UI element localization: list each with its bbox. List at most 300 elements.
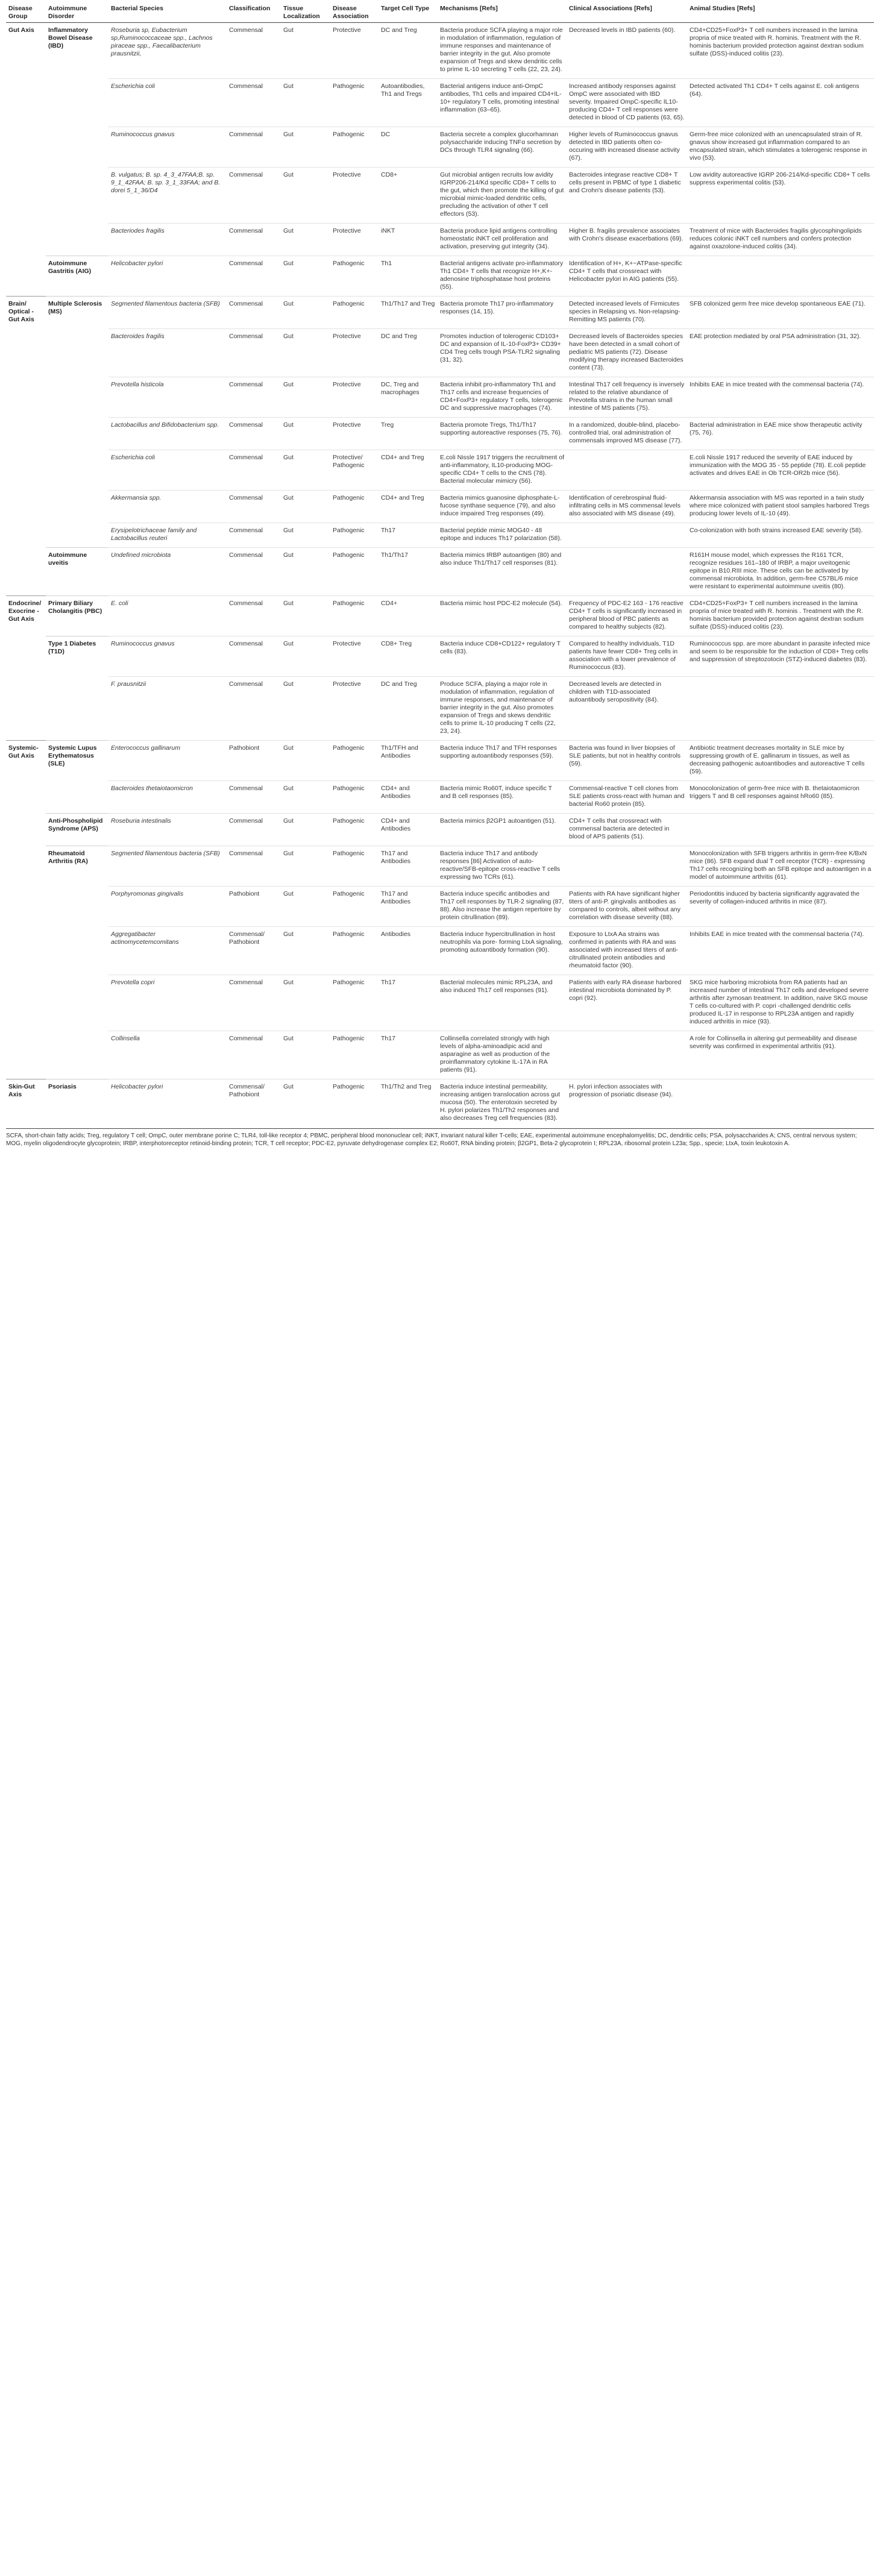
disease-association-cell: Protective bbox=[330, 636, 379, 677]
disease-association-cell: Pathogenic bbox=[330, 927, 379, 975]
disease-group-cell bbox=[6, 887, 46, 927]
tissue-localization-cell: Gut bbox=[281, 741, 330, 781]
animal-study-cell: Akkermansia association with MS was reported in a twin study where mice colonized with patient stool samples harbored Tregs producing lower levels of IL-10 (49). bbox=[687, 491, 874, 523]
table-row bbox=[6, 636, 874, 677]
disease-group-cell bbox=[6, 79, 46, 127]
disease-association-cell: Pathogenic bbox=[330, 548, 379, 596]
autoimmune-disorder-cell: Rheumatoid Arthritis (RA) bbox=[46, 846, 108, 887]
disease-association-cell: Protective bbox=[330, 377, 379, 418]
mechanism-cell: Bacteria induce hypercitrullination in host neutrophils via pore- forming LtxA signaling, promoting autoantibody formation (90). bbox=[438, 927, 567, 975]
bacterial-species-cell: B. vulgatus; B. sp. 4_3_47FAA;B. sp. 9_1_42FAA; B. sp. 3_1_33FAA; and B. dorei 5_1_36/D4 bbox=[108, 168, 227, 224]
table-row bbox=[6, 975, 874, 1031]
mechanism-cell: Bacterial antigens induce anti-OmpC antibodies, Th1 cells and impaired CD4+IL-10+ regulatory T cells, promoting intestinal inflammation (63–65). bbox=[438, 79, 567, 127]
mechanism-cell: Bacteria mimics IRBP autoantigen (80) and also induce Th1/Th17 cell responses (81). bbox=[438, 548, 567, 596]
clinical-association-cell: Higher levels of Ruminococcus gnavus detected in IBD patients often co-occuring with increased disease activity (67). bbox=[567, 127, 687, 168]
table-row bbox=[6, 329, 874, 377]
animal-study-cell: CD4+CD25+FoxP3+ T cell numbers increased in the lamina propria of mice treated with R. hominis . Treatment with the R. hominis bacterium provided protection against dextran sodium sulfate (DSS)-induced colitis (23). bbox=[687, 596, 874, 636]
classification-cell: Commensal/ Pathobiont bbox=[227, 1079, 281, 1128]
target-cell-type-cell: Th1/TFH and Antibodies bbox=[379, 741, 438, 781]
tissue-localization-cell: Gut bbox=[281, 377, 330, 418]
clinical-association-cell bbox=[567, 523, 687, 548]
disease-group-cell bbox=[6, 677, 46, 741]
classification-cell: Commensal bbox=[227, 781, 281, 814]
classification-cell: Pathobiont bbox=[227, 887, 281, 927]
target-cell-type-cell: DC and Treg bbox=[379, 329, 438, 377]
table-body bbox=[6, 23, 874, 1128]
disease-group-cell bbox=[6, 329, 46, 377]
tissue-localization-cell: Gut bbox=[281, 329, 330, 377]
disease-group-cell: Systemic-Gut Axis bbox=[6, 741, 46, 781]
tissue-localization-cell: Gut bbox=[281, 781, 330, 814]
tissue-localization-cell: Gut bbox=[281, 418, 330, 450]
bacterial-species-cell: Prevotella copri bbox=[108, 975, 227, 1031]
classification-cell: Commensal bbox=[227, 256, 281, 297]
bacterial-species-cell: Porphyromonas gingivalis bbox=[108, 887, 227, 927]
clinical-association-cell: Patients with RA have significant higher titers of anti-P. gingivalis antibodies as compared to controls, albeit without any correlation with disease severity (88). bbox=[567, 887, 687, 927]
tissue-localization-cell: Gut bbox=[281, 887, 330, 927]
bacterial-species-cell: Bacteriodes fragilis bbox=[108, 224, 227, 256]
disease-association-cell: Protective/ Pathogenic bbox=[330, 450, 379, 491]
disease-group-cell: Gut Axis bbox=[6, 23, 46, 79]
disease-group-cell bbox=[6, 256, 46, 297]
table-row bbox=[6, 846, 874, 887]
disease-group-cell bbox=[6, 1031, 46, 1079]
classification-cell: Commensal bbox=[227, 79, 281, 127]
disease-group-cell bbox=[6, 523, 46, 548]
bacterial-species-cell: Roseburia sp, Eubacterium sp,Ruminococcaceae spp., Lachnos piraceae spp., Faecalibacterium prausnitzii, bbox=[108, 23, 227, 79]
classification-cell: Commensal bbox=[227, 548, 281, 596]
animal-study-cell: Monocolonization of germ-free mice with B. thetaiotaomicron triggers T and B cell responses against hRo60 (85). bbox=[687, 781, 874, 814]
mechanism-cell: Bacterial molecules mimic RPL23A, and also induced Th17 cell responses (91). bbox=[438, 975, 567, 1031]
table-row bbox=[6, 887, 874, 927]
mechanism-cell: Bacteria produce lipid antigens controlling homeostatic iNKT cell proliferation and activation, preserving gut integrity (34). bbox=[438, 224, 567, 256]
autoimmune-disorder-cell: Primary Biliary Cholangitis (PBC) bbox=[46, 596, 108, 636]
bacterial-species-cell: Ruminococcus gnavus bbox=[108, 636, 227, 677]
autoimmune-disorder-cell bbox=[46, 887, 108, 927]
clinical-association-cell: In a randomized, double-blind, placebo-controlled trial, oral administration of commensals improved MS disease (77). bbox=[567, 418, 687, 450]
clinical-association-cell: Decreased levels of Bacteroides species have been detected in a small cohort of pediatric MS patients (72). Disease modifying therapy increased Bacteroides content (73). bbox=[567, 329, 687, 377]
classification-cell: Commensal bbox=[227, 523, 281, 548]
target-cell-type-cell: Th1/Th17 bbox=[379, 548, 438, 596]
tissue-localization-cell: Gut bbox=[281, 975, 330, 1031]
classification-cell: Commensal bbox=[227, 1031, 281, 1079]
mechanism-cell: Bacteria promote Tregs, Th1/Th17 supporting autoreactive responses (75, 76). bbox=[438, 418, 567, 450]
target-cell-type-cell: CD4+ and Treg bbox=[379, 450, 438, 491]
disease-association-cell: Protective bbox=[330, 677, 379, 741]
target-cell-type-cell: DC bbox=[379, 127, 438, 168]
bacterial-species-cell: Segmented filamentous bacteria (SFB) bbox=[108, 297, 227, 329]
disease-association-cell: Pathogenic bbox=[330, 127, 379, 168]
tissue-localization-cell: Gut bbox=[281, 1031, 330, 1079]
table-footnote: SCFA, short-chain fatty acids; Treg, regulatory T cell; OmpC, outer membrane porine C; TLR4, toll-like receptor 4; PBMC, peripheral blood mononuclear cell; iNKT, invariant natural killer T-cells; EAE, experimental autoimmune encephalomyelitis; DC, dendritic cells; PSA, polysaccharides A; CNS, central nervous system; MOG, myelin oligodendrocyte glycoprotein; IRBP, interphotoreceptor retinoid-binding protein; TCR, T cell receptor; PDC-E2, pyruvate dehydrogenase complex E2; Ro60T, RNA binding protein; β2GP1, Beta-2 glycoprotein I; RPL23A, ribosomal protein L23a; Spp., specie; LtxA, toxin leukotoxin A. bbox=[6, 1128, 874, 1148]
animal-study-cell: Monocolonization with SFB triggers arthritis in germ-free K/BxN mice (86). SFB expand dual T cell receptor (TCR) - expressing Th17 cells recognizing both an SFB epitope and autoantigen in a model of autoimmune arthritis (61). bbox=[687, 846, 874, 887]
bacterial-species-cell: Prevotella histicola bbox=[108, 377, 227, 418]
bacterial-species-cell: Bacteroides fragilis bbox=[108, 329, 227, 377]
bacterial-species-cell: Roseburia intestinalis bbox=[108, 814, 227, 846]
mechanism-cell: Bacteria induce Th17 and antibody responses [86] Activation of auto-reactive/SFB-epitope cross-reactive T cells expressing two TCRs (61). bbox=[438, 846, 567, 887]
autoimmune-disorder-cell: Type 1 Diabetes (T1D) bbox=[46, 636, 108, 677]
bacterial-species-cell: Escherichia coli bbox=[108, 450, 227, 491]
bacterial-species-cell: Ruminococcus gnavus bbox=[108, 127, 227, 168]
disease-group-cell bbox=[6, 781, 46, 814]
classification-cell: Commensal bbox=[227, 814, 281, 846]
target-cell-type-cell: DC and Treg bbox=[379, 677, 438, 741]
disease-group-cell bbox=[6, 927, 46, 975]
disease-group-cell: Endocrine/ Exocrine -Gut Axis bbox=[6, 596, 46, 636]
tissue-localization-cell: Gut bbox=[281, 224, 330, 256]
mechanism-cell: Promotes induction of tolerogenic CD103+ DC and expansion of IL-10-FoxP3+ CD39+ CD4 Treg cells trough PSA-TLR2 signaling (31, 32). bbox=[438, 329, 567, 377]
table-row bbox=[6, 548, 874, 596]
classification-cell: Commensal bbox=[227, 450, 281, 491]
table-row bbox=[6, 1031, 874, 1079]
header-tissue-localization: Tissue Localization bbox=[281, 2, 330, 23]
target-cell-type-cell: CD4+ and Antibodies bbox=[379, 814, 438, 846]
classification-cell: Commensal/ Pathobiont bbox=[227, 927, 281, 975]
classification-cell: Commensal bbox=[227, 329, 281, 377]
animal-study-cell: SFB colonized germ free mice develop spontaneous EAE (71). bbox=[687, 297, 874, 329]
table-row bbox=[6, 596, 874, 636]
disease-group-cell bbox=[6, 168, 46, 224]
autoimmune-disorder-cell bbox=[46, 224, 108, 256]
mechanism-cell: Bacteria inhibit pro-inflammatory Th1 and Th17 cells and increase frequencies of CD4+FoxP3+ regulatory T cells, tolerogenic DC and suppressive macrophages (74). bbox=[438, 377, 567, 418]
table-row bbox=[6, 256, 874, 297]
header-autoimmune-disorder: Autoimmune Disorder bbox=[46, 2, 108, 23]
tissue-localization-cell: Gut bbox=[281, 927, 330, 975]
autoimmune-disorder-cell bbox=[46, 927, 108, 975]
table-row bbox=[6, 814, 874, 846]
animal-study-cell bbox=[687, 1079, 874, 1128]
clinical-association-cell: Detected increased levels of Firmicutes species in Relapsing vs. Non-relapsing-Remitting MS patients (70). bbox=[567, 297, 687, 329]
target-cell-type-cell: iNKT bbox=[379, 224, 438, 256]
disease-association-cell: Protective bbox=[330, 23, 379, 79]
bacterial-species-cell: Aggregatibacter actinomycetemcomitans bbox=[108, 927, 227, 975]
mechanism-cell: Bacteria mimics β2GP1 autoantigen (51). bbox=[438, 814, 567, 846]
disease-association-cell: Protective bbox=[330, 418, 379, 450]
autoimmune-disorder-cell: Systemic Lupus Erythematosus (SLE) bbox=[46, 741, 108, 781]
target-cell-type-cell: Th17 bbox=[379, 975, 438, 1031]
clinical-association-cell bbox=[567, 1031, 687, 1079]
autoimmune-disorder-cell bbox=[46, 523, 108, 548]
mechanism-cell: Bacteria mimic host PDC-E2 molecule (54). bbox=[438, 596, 567, 636]
classification-cell: Commensal bbox=[227, 377, 281, 418]
tissue-localization-cell: Gut bbox=[281, 1079, 330, 1128]
disease-group-cell bbox=[6, 636, 46, 677]
clinical-association-cell: Patients with early RA disease harbored intestinal microbiota dominated by P. copri (92). bbox=[567, 975, 687, 1031]
animal-study-cell bbox=[687, 814, 874, 846]
disease-association-cell: Protective bbox=[330, 168, 379, 224]
disease-association-cell: Pathogenic bbox=[330, 814, 379, 846]
tissue-localization-cell: Gut bbox=[281, 127, 330, 168]
table-row bbox=[6, 418, 874, 450]
animal-study-cell: Inhibits EAE in mice treated with the commensal bacteria (74). bbox=[687, 927, 874, 975]
disease-association-cell: Pathogenic bbox=[330, 79, 379, 127]
classification-cell: Commensal bbox=[227, 168, 281, 224]
animal-study-cell: A role for Collinsella in altering gut permeability and disease severity was confirmed in experimental arthritis (91). bbox=[687, 1031, 874, 1079]
mechanism-cell: Bacteria secrete a complex glucorhamnan polysaccharide inducing TNFα secretion by DCs through TLR4 signaling (66). bbox=[438, 127, 567, 168]
target-cell-type-cell: Antibodies bbox=[379, 927, 438, 975]
mechanism-cell: E.coli Nissle 1917 triggers the recruitment of anti-inflammatory, IL10-producing MOG-specific CD4+ T cells to the CNS (78). Bacterial molecular mimicry (56). bbox=[438, 450, 567, 491]
disease-association-cell: Pathogenic bbox=[330, 256, 379, 297]
table-row bbox=[6, 127, 874, 168]
disease-association-cell: Pathogenic bbox=[330, 887, 379, 927]
animal-study-cell bbox=[687, 256, 874, 297]
bacterial-species-cell: Helicobacter pylori bbox=[108, 256, 227, 297]
autoimmune-disorder-cell bbox=[46, 491, 108, 523]
mechanism-cell: Bacteria produce SCFA playing a major role in modulation of inflammation, regulation of immune responses and maintenance of barrier integrity in the gut. Also promote expansion of Tregs and skew dendritic cells to prime IL-10 secreting T cells (22, 23, 24). bbox=[438, 23, 567, 79]
autoimmune-disorder-cell bbox=[46, 450, 108, 491]
disease-association-cell: Pathogenic bbox=[330, 1079, 379, 1128]
disease-association-cell: Pathogenic bbox=[330, 1031, 379, 1079]
tissue-localization-cell: Gut bbox=[281, 168, 330, 224]
tissue-localization-cell: Gut bbox=[281, 636, 330, 677]
animal-study-cell: Ruminococcus spp. are more abundant in parasite infected mice and seem to be responsible for the induction of CD8+ Treg cells and suppression of streptozotocin (STZ)-induced diabetes (83). bbox=[687, 636, 874, 677]
classification-cell: Commensal bbox=[227, 846, 281, 887]
mechanism-cell: Gut microbial antigen recruits low avidity IGRP206-214/Kd specific CD8+ T cells to the gut, which then promote the killing of gut microbial mimic-loaded dendritic cells, precluding the activation of other T cell effectors (53). bbox=[438, 168, 567, 224]
tissue-localization-cell: Gut bbox=[281, 548, 330, 596]
microbiota-autoimmunity-table bbox=[6, 2, 874, 1127]
autoimmune-disorder-cell: Autoimmune Gastritis (AIG) bbox=[46, 256, 108, 297]
clinical-association-cell bbox=[567, 450, 687, 491]
autoimmune-disorder-cell: Psoriasis bbox=[46, 1079, 108, 1128]
target-cell-type-cell: CD4+ and Antibodies bbox=[379, 781, 438, 814]
clinical-association-cell: Higher B. fragilis prevalence associates with Crohn's disease exacerbations (69). bbox=[567, 224, 687, 256]
clinical-association-cell: H. pylori infection associates with progression of psoriatic disease (94). bbox=[567, 1079, 687, 1128]
table-row bbox=[6, 297, 874, 329]
mechanism-cell: Bacterial antigens activate pro-inflammatory Th1 CD4+ T cells that recognize H+,K+-adenosine triphosphatase host proteins (55). bbox=[438, 256, 567, 297]
target-cell-type-cell: CD8+ bbox=[379, 168, 438, 224]
autoimmune-disorder-cell: Anti-Phospholipid Syndrome (APS) bbox=[46, 814, 108, 846]
classification-cell: Commensal bbox=[227, 491, 281, 523]
table-row bbox=[6, 377, 874, 418]
disease-group-cell bbox=[6, 127, 46, 168]
animal-study-cell: Inhibits EAE in mice treated with the commensal bacteria (74). bbox=[687, 377, 874, 418]
classification-cell: Commensal bbox=[227, 127, 281, 168]
clinical-association-cell: Compared to healthy individuals, T1D patients have fewer CD8+ Treg cells in association with a lower prevalence of Ruminococcus (83). bbox=[567, 636, 687, 677]
tissue-localization-cell: Gut bbox=[281, 297, 330, 329]
bacterial-species-cell: Bacteroides thetaiotaomicron bbox=[108, 781, 227, 814]
bacterial-species-cell: Collinsella bbox=[108, 1031, 227, 1079]
autoimmune-disorder-cell: Autoimmune uveitis bbox=[46, 548, 108, 596]
target-cell-type-cell: CD4+ bbox=[379, 596, 438, 636]
target-cell-type-cell: DC, Treg and macrophages bbox=[379, 377, 438, 418]
mechanism-cell: Bacteria promote Th17 pro-inflammatory responses (14, 15). bbox=[438, 297, 567, 329]
mechanism-cell: Bacteria mimic Ro60T, induce specific T and B cell responses (85). bbox=[438, 781, 567, 814]
table-row bbox=[6, 1079, 874, 1128]
autoimmune-disorder-cell bbox=[46, 127, 108, 168]
mechanism-cell: Bacteria induce specific antibodies and Th17 cell responses by TLR-2 signaling (87, 88). Also increase the antigen repertoire by protein citrullination (89). bbox=[438, 887, 567, 927]
tissue-localization-cell: Gut bbox=[281, 450, 330, 491]
classification-cell: Pathobiont bbox=[227, 741, 281, 781]
tissue-localization-cell: Gut bbox=[281, 256, 330, 297]
target-cell-type-cell: Treg bbox=[379, 418, 438, 450]
disease-group-cell: Brain/ Optical - Gut Axis bbox=[6, 297, 46, 329]
mechanism-cell: Bacterial peptide mimic MOG40 - 48 epitope and induces Th17 polarization (58). bbox=[438, 523, 567, 548]
bacterial-species-cell: Lactobacillus and Bifidobacterium spp. bbox=[108, 418, 227, 450]
tissue-localization-cell: Gut bbox=[281, 677, 330, 741]
mechanism-cell: Bacteria induce intestinal permeability, increasing antigen translocation across gut mucosa (50). The enterotoxin secreted by H. pylori polarizes Th1/Th2 responses and also decreases Treg cell frequencies (83). bbox=[438, 1079, 567, 1128]
bacterial-species-cell: Escherichia coli bbox=[108, 79, 227, 127]
autoimmune-disorder-cell: Inflammatory Bowel Disease (IBD) bbox=[46, 23, 108, 79]
target-cell-type-cell: Th1 bbox=[379, 256, 438, 297]
table-row bbox=[6, 491, 874, 523]
autoimmune-disorder-cell bbox=[46, 1031, 108, 1079]
disease-group-cell bbox=[6, 814, 46, 846]
disease-group-cell: Skin-Gut Axis bbox=[6, 1079, 46, 1128]
mechanism-cell: Collinsella correlated strongly with high levels of alpha-aminoadipic acid and asparagine as well as production of the proinflammatory cytokine IL-17A in RA patients (91). bbox=[438, 1031, 567, 1079]
table-row bbox=[6, 23, 874, 79]
tissue-localization-cell: Gut bbox=[281, 79, 330, 127]
animal-study-cell: E.coli Nissle 1917 reduced the severity of EAE induced by immunization with the MOG 35 - 55 peptide (78). E.coli peptide activates and drives EAE in Ob TCR-OR2b mice (56). bbox=[687, 450, 874, 491]
bacterial-species-cell: E. coli bbox=[108, 596, 227, 636]
clinical-association-cell: Bacteria was found in liver biopsies of SLE patients, but not in healthy controls (59). bbox=[567, 741, 687, 781]
table-row bbox=[6, 741, 874, 781]
target-cell-type-cell: Autoantibodies, Th1 and Tregs bbox=[379, 79, 438, 127]
header-mechanisms: Mechanisms [Refs] bbox=[438, 2, 567, 23]
bacterial-species-cell: Undefined microbiota bbox=[108, 548, 227, 596]
autoimmune-disorder-cell bbox=[46, 677, 108, 741]
disease-group-cell bbox=[6, 450, 46, 491]
classification-cell: Commensal bbox=[227, 224, 281, 256]
header-classification: Classification bbox=[227, 2, 281, 23]
disease-group-cell bbox=[6, 975, 46, 1031]
mechanism-cell: Bacteria mimics guanosine diphosphate-L-fucose synthase sequence (79), and also induce impaired Treg responses (49). bbox=[438, 491, 567, 523]
classification-cell: Commensal bbox=[227, 636, 281, 677]
disease-association-cell: Protective bbox=[330, 329, 379, 377]
target-cell-type-cell: Th17 and Antibodies bbox=[379, 887, 438, 927]
target-cell-type-cell: CD8+ Treg bbox=[379, 636, 438, 677]
disease-group-cell bbox=[6, 548, 46, 596]
target-cell-type-cell: CD4+ and Treg bbox=[379, 491, 438, 523]
tissue-localization-cell: Gut bbox=[281, 596, 330, 636]
clinical-association-cell bbox=[567, 846, 687, 887]
clinical-association-cell: Commensal-reactive T cell clones from SLE patients cross-react with human and bacterial Ro60 protein (85). bbox=[567, 781, 687, 814]
classification-cell: Commensal bbox=[227, 297, 281, 329]
table-row bbox=[6, 523, 874, 548]
classification-cell: Commensal bbox=[227, 975, 281, 1031]
target-cell-type-cell: Th1/Th17 and Treg bbox=[379, 297, 438, 329]
mechanism-cell: Bacteria induce CD8+CD122+ regulatory T cells (83). bbox=[438, 636, 567, 677]
bacterial-species-cell: Segmented filamentous bacteria (SFB) bbox=[108, 846, 227, 887]
bacterial-species-cell: Enterococcus gallinarum bbox=[108, 741, 227, 781]
autoimmune-disorder-cell bbox=[46, 168, 108, 224]
clinical-association-cell: Identification of H+, K+−ATPase-specific CD4+ T cells that crossreact with Helicobacter pylori in AIG patients (55). bbox=[567, 256, 687, 297]
tissue-localization-cell: Gut bbox=[281, 491, 330, 523]
animal-study-cell: Bacterial administration in EAE mice show therapeutic activity (75, 76). bbox=[687, 418, 874, 450]
autoimmune-disorder-cell bbox=[46, 329, 108, 377]
bacterial-species-cell: F. prausnitzii bbox=[108, 677, 227, 741]
disease-group-cell bbox=[6, 377, 46, 418]
tissue-localization-cell: Gut bbox=[281, 846, 330, 887]
header-disease-association: Disease Association bbox=[330, 2, 379, 23]
animal-study-cell: Detected activated Th1 CD4+ T cells against E. coli antigens (64). bbox=[687, 79, 874, 127]
animal-study-cell bbox=[687, 677, 874, 741]
disease-group-cell bbox=[6, 491, 46, 523]
classification-cell: Commensal bbox=[227, 418, 281, 450]
disease-group-cell bbox=[6, 224, 46, 256]
disease-association-cell: Pathogenic bbox=[330, 297, 379, 329]
clinical-association-cell: CD4+ T cells that crossreact with commensal bacteria are detected in blood of APS patients (51). bbox=[567, 814, 687, 846]
clinical-association-cell: Decreased levels are detected in children with T1D-associated autoantibody seropositivity (84). bbox=[567, 677, 687, 741]
header-disease-group: Disease Group bbox=[6, 2, 46, 23]
animal-study-cell: Co-colonization with both strains increased EAE severity (58). bbox=[687, 523, 874, 548]
mechanism-cell: Produce SCFA, playing a major role in modulation of inflammation, regulation of immune responses, and maintenance of barrier integrity in the gut. Also promotes expansion of Tregs and skews dendritic cells to prime IL-10 producing T cells (22, 23, 24). bbox=[438, 677, 567, 741]
autoimmune-disorder-cell: Multiple Sclerosis (MS) bbox=[46, 297, 108, 329]
bacterial-species-cell: Erysipelotrichaceae family and Lactobacillus reuteri bbox=[108, 523, 227, 548]
animal-study-cell: Antibiotic treatment decreases mortality in SLE mice by suppressing growth of E. gallinarum in tissues, as well as decreasing pathogenic autoantibodies and autoreactive T cells (59). bbox=[687, 741, 874, 781]
clinical-association-cell bbox=[567, 548, 687, 596]
disease-association-cell: Pathogenic bbox=[330, 491, 379, 523]
target-cell-type-cell: DC and Treg bbox=[379, 23, 438, 79]
clinical-association-cell: Decreased levels in IBD patients (60). bbox=[567, 23, 687, 79]
target-cell-type-cell: Th17 bbox=[379, 523, 438, 548]
bacterial-species-cell: Helicobacter pylori bbox=[108, 1079, 227, 1128]
classification-cell: Commensal bbox=[227, 677, 281, 741]
clinical-association-cell: Intestinal Th17 cell frequency is inversely related to the relative abundance of Prevotella strains in the human small intestine of MS patients (75). bbox=[567, 377, 687, 418]
classification-cell: Commensal bbox=[227, 596, 281, 636]
disease-group-cell bbox=[6, 846, 46, 887]
table-row bbox=[6, 781, 874, 814]
disease-group-cell bbox=[6, 418, 46, 450]
target-cell-type-cell: Th1/Th2 and Treg bbox=[379, 1079, 438, 1128]
bacterial-species-cell: Akkermansia spp. bbox=[108, 491, 227, 523]
table-row bbox=[6, 168, 874, 224]
header-clinical-associations: Clinical Associations [Refs] bbox=[567, 2, 687, 23]
clinical-association-cell: Frequency of PDC-E2 163 - 176 reactive CD4+ T cells is significantly increased in peripheral blood of PBC patients as compared to healthy subjects (82). bbox=[567, 596, 687, 636]
header-bacterial-species: Bacterial Species bbox=[108, 2, 227, 23]
clinical-association-cell: Exposure to LtxA Aa strains was confirmed in patients with RA and was associated with increased titers of anti-citrullinated protein antibodies and rheumatoid factor (90). bbox=[567, 927, 687, 975]
animal-study-cell: Low avidity autoreactive IGRP 206-214/Kd-specific CD8+ T cells suppress experimental colitis (53). bbox=[687, 168, 874, 224]
target-cell-type-cell: Th17 and Antibodies bbox=[379, 846, 438, 887]
animal-study-cell: CD4+CD25+FoxP3+ T cell numbers increased in the lamina propria of mice treated with R. hominis. Treatment with the R. hominis bacterium provided protection against dextran sodium sulfate (DSS)-induced colitis (23). bbox=[687, 23, 874, 79]
tissue-localization-cell: Gut bbox=[281, 523, 330, 548]
autoimmune-disorder-cell bbox=[46, 975, 108, 1031]
table-row bbox=[6, 224, 874, 256]
table-row bbox=[6, 79, 874, 127]
autoimmune-disorder-cell bbox=[46, 418, 108, 450]
tissue-localization-cell: Gut bbox=[281, 814, 330, 846]
tissue-localization-cell: Gut bbox=[281, 23, 330, 79]
mechanism-cell: Bacteria induce Th17 and TFH responses supporting autoantibody responses (59). bbox=[438, 741, 567, 781]
classification-cell: Commensal bbox=[227, 23, 281, 79]
disease-association-cell: Pathogenic bbox=[330, 975, 379, 1031]
clinical-association-cell: Increased antibody responses against OmpC were associated with IBD severity. Impaired OmpC-specific IL10-producing CD4+ T cell responses were detected in blood of CD patients (63, 65). bbox=[567, 79, 687, 127]
disease-association-cell: Pathogenic bbox=[330, 523, 379, 548]
disease-association-cell: Pathogenic bbox=[330, 596, 379, 636]
disease-association-cell: Pathogenic bbox=[330, 846, 379, 887]
animal-study-cell: R161H mouse model, which expresses the R161 TCR, recognize residues 161–180 of IRBP, a major uveitogenic epitope in B10.RIII mice. These cells can be activated by commensal microbiota. In addition, germ-free C57BL/6 mice were resistant to experimental autoimmune uveitis (80). bbox=[687, 548, 874, 596]
table-header-row bbox=[6, 2, 874, 23]
header-target-cell-type: Target Cell Type bbox=[379, 2, 438, 23]
animal-study-cell: EAE protection mediated by oral PSA administration (31, 32). bbox=[687, 329, 874, 377]
clinical-association-cell: Identification of cerebrospinal fluid-infiltrating cells in MS commensal levels also associated with MS disease (49). bbox=[567, 491, 687, 523]
autoimmune-disorder-cell bbox=[46, 781, 108, 814]
table-row bbox=[6, 927, 874, 975]
animal-study-cell: Periodontitis induced by bacteria significantly aggravated the severity of collagen-induced arthritis in mice (87). bbox=[687, 887, 874, 927]
animal-study-cell: Germ-free mice colonized with an unencapsulated strain of R. gnavus show increased gut inflammation compared to an encapsulated strain, which stimulates a tolerogenic response in vivo (53). bbox=[687, 127, 874, 168]
autoimmune-disorder-cell bbox=[46, 377, 108, 418]
clinical-association-cell: Bacteroides integrase reactive CD8+ T cells present in PBMC of type 1 diabetic and Crohn's disease patients (53). bbox=[567, 168, 687, 224]
disease-association-cell: Protective bbox=[330, 224, 379, 256]
autoimmune-disorder-cell bbox=[46, 79, 108, 127]
animal-study-cell: Treatment of mice with Bacteroides fragilis glycosphingolipids reduces colonic iNKT cell numbers and confers protection against oxazolone-induced colitis (34). bbox=[687, 224, 874, 256]
animal-study-cell: SKG mice harboring microbiota from RA patients had an increased number of intestinal Th17 cells and developed severe arthritis after zymosan treatment. In addition, naive SKG mouse T cells co-cultured with P. copri -challenged dendritic cells produced IL-17 in response to RPL23A antigen and rapidly induced arthritis in mice (93). bbox=[687, 975, 874, 1031]
disease-association-cell: Pathogenic bbox=[330, 781, 379, 814]
target-cell-type-cell: Th17 bbox=[379, 1031, 438, 1079]
header-animal-studies: Animal Studies [Refs] bbox=[687, 2, 874, 23]
disease-association-cell: Pathogenic bbox=[330, 741, 379, 781]
table-row bbox=[6, 677, 874, 741]
table-row bbox=[6, 450, 874, 491]
